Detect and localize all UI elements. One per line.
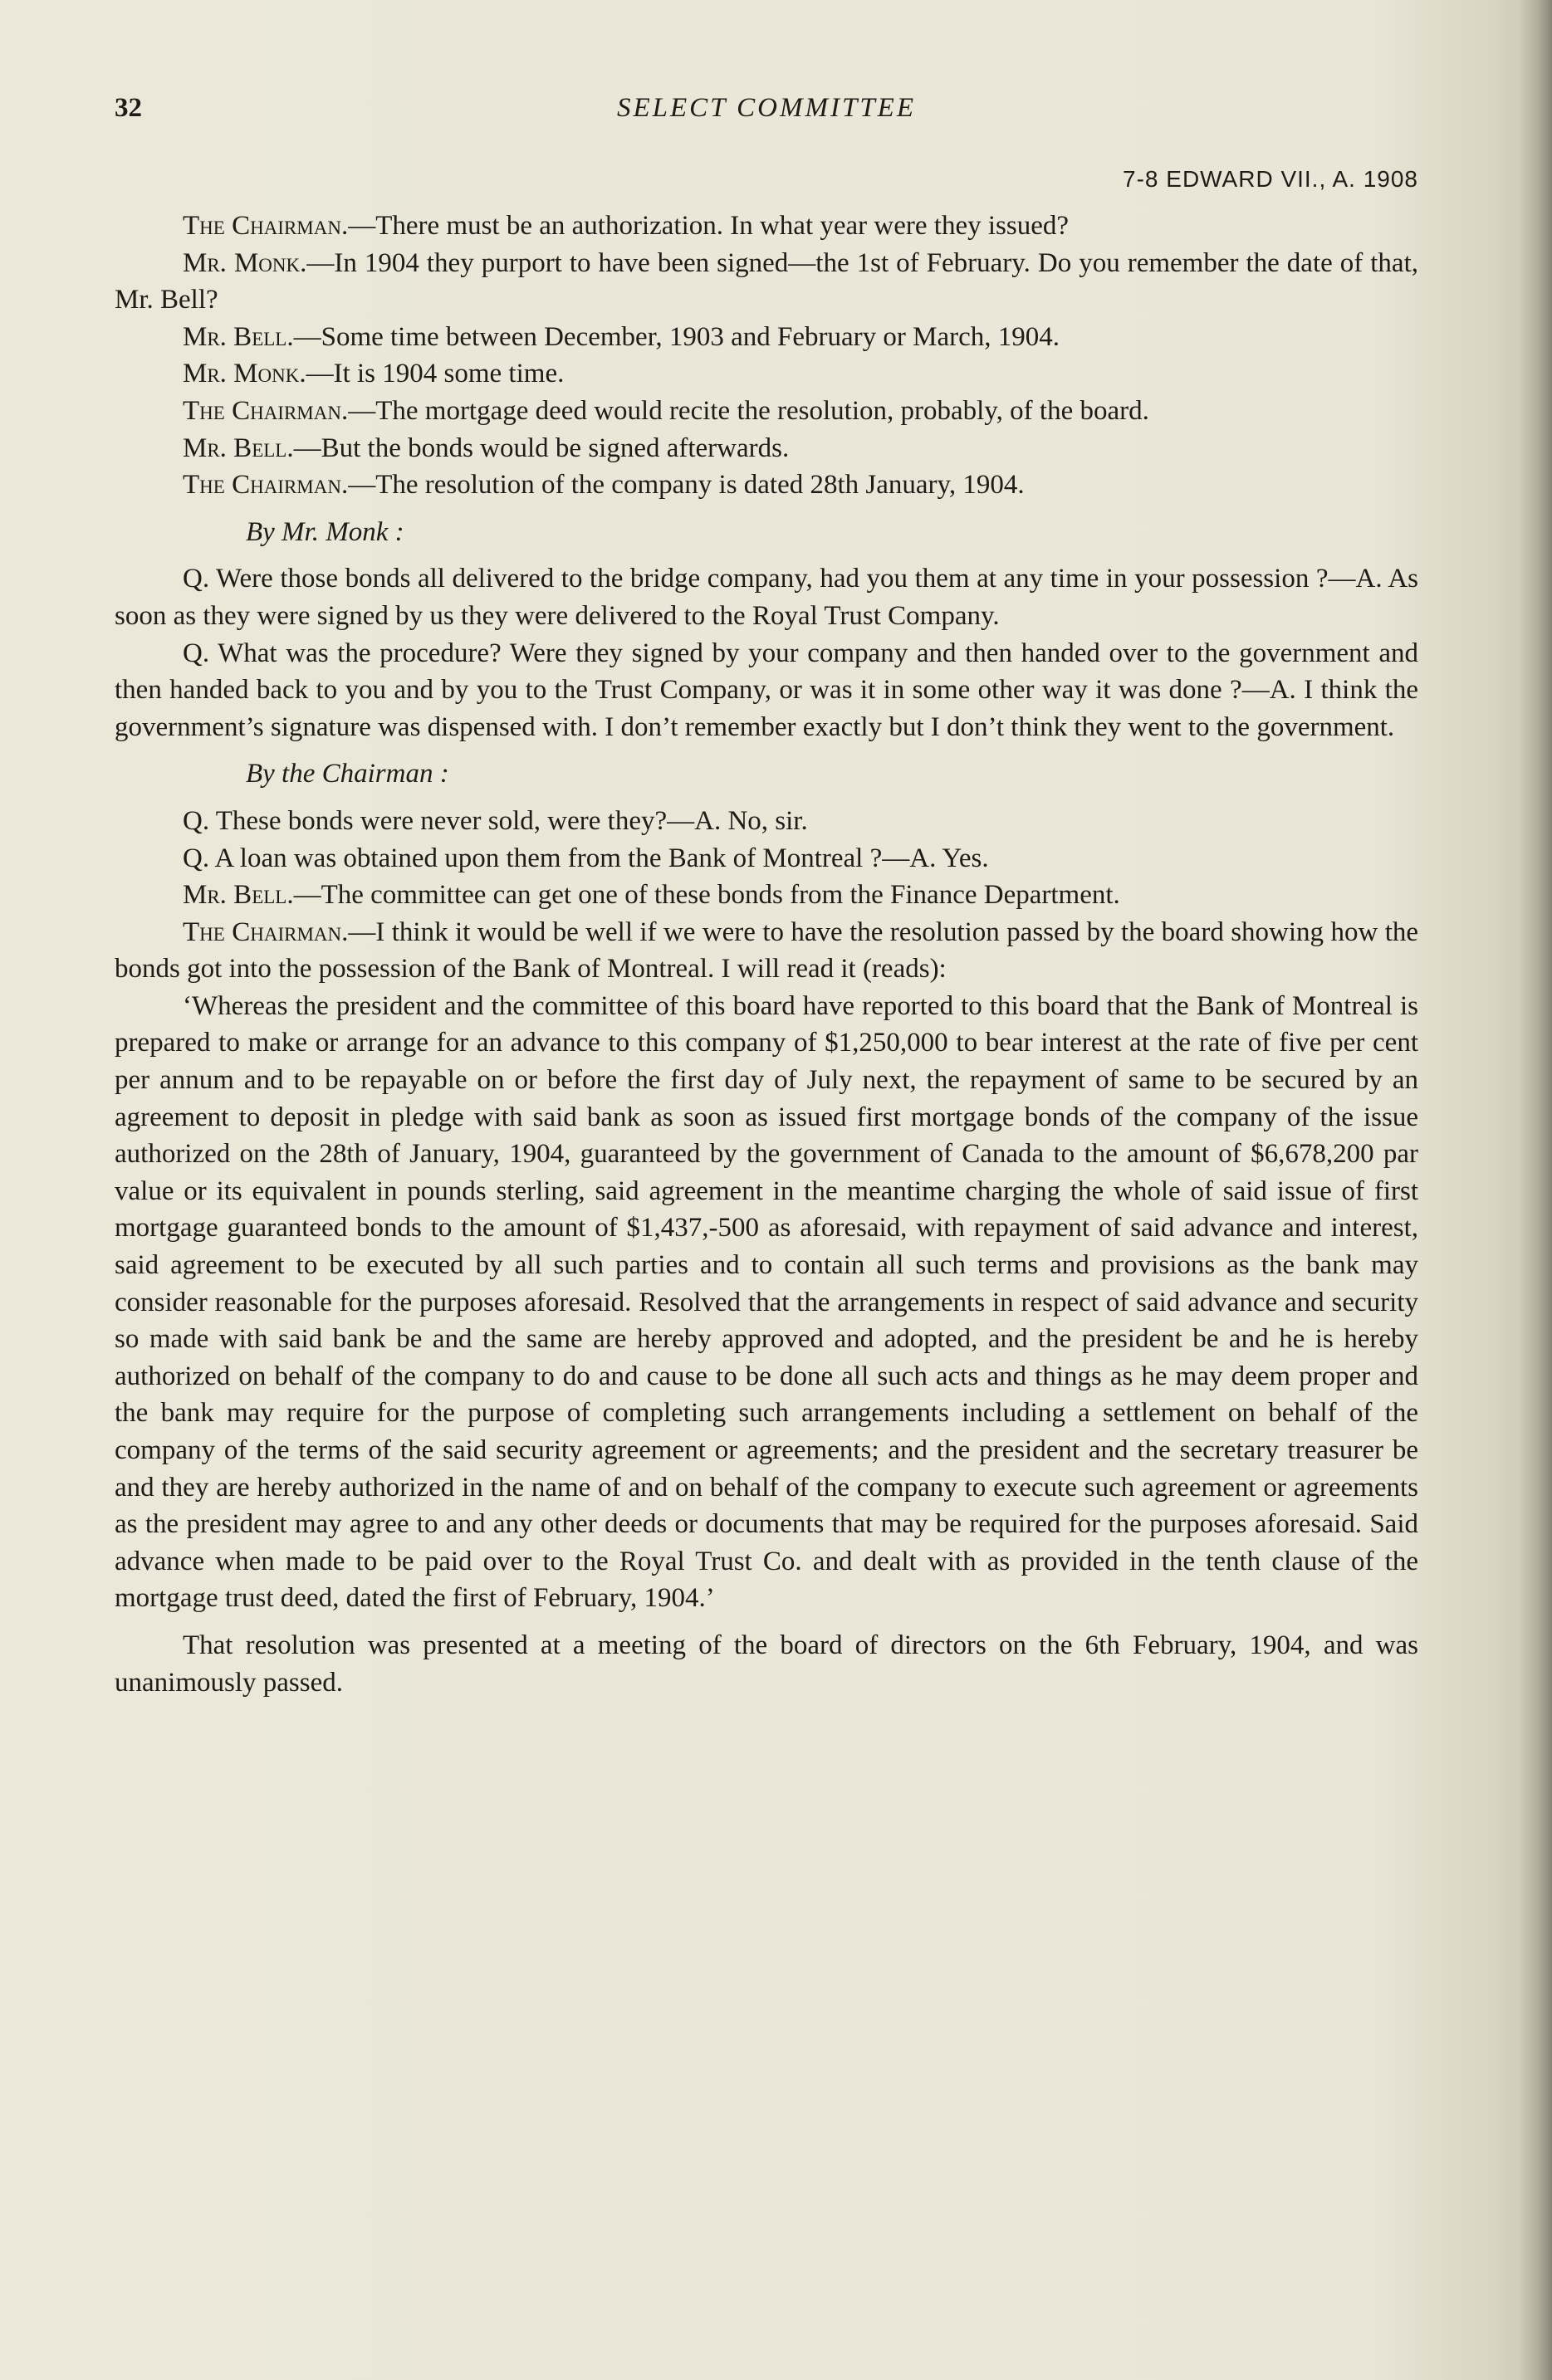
- page-edge-shadow: [1519, 0, 1552, 2380]
- testimony-paragraph: [115, 840, 1418, 877]
- document-body: [115, 208, 1418, 1701]
- paragraph-text: —The mortgage deed would recite the resolution, probably, of the board.: [348, 395, 1149, 426]
- paragraph-text: —There must be an authorization. In what year were they issued?: [348, 211, 1069, 241]
- speaker-name: Mr. Bell.: [183, 433, 294, 463]
- speaker-name: Mr. Monk.: [183, 359, 306, 389]
- speaker-name: The Chairman.: [183, 395, 349, 426]
- paragraph-text: —The committee can get one of these bonds from the Finance Department.: [293, 880, 1120, 911]
- running-title: SELECT COMMITTEE: [616, 93, 917, 123]
- paragraph-text: —It is 1904 some time.: [306, 359, 565, 389]
- speaker-name: Mr. Bell.: [183, 880, 294, 911]
- paragraph-text: Q. A loan was obtained upon them from the Bank of Montreal ?—A. Yes.: [183, 843, 989, 873]
- speaker-paragraph: [115, 393, 1418, 430]
- speaker-name: The Chairman.: [183, 470, 349, 501]
- paragraph-text: ‘Whereas the president and the committee of this board have reported to this board that the Bank of Montreal is prepared to make or arrange for an advance to this company of $1,250,000 to bear interest at the rate of five per cent per annum and to be repayable on or before the first day of July next, the repayment of same to be secured by an agreement to deposit in pledge with said bank as soon as issued first mortgage bonds of the company of the issue authorized on the 28th of January, 1904, guaranteed by the government of Canada to the amount of $6,678,200 par value or its equivalent in pounds sterling, said agreement in the meantime charging the whole of said issue of first mortgage guaranteed bonds to the amount of $1,437,-500 as aforesaid, with repayment of said advance and interest, said agreement to be executed by all such parties and to contain all such terms and provisions as the bank may consider reasonable for the purposes aforesaid. Resolved that the arrangements in respect of said advance and security so made with said bank be and the same are hereby approved and adopted, and the president be and he is hereby authorized on behalf of the company to do and cause to be done all such acts and things as he may deem proper and the bank may require for the purpose of completing such arrangements including a settlement on behalf of the company of the terms of the said security agreement or agreements; and the president and the secretary treasurer be and they are hereby authorized in the name of and on behalf of the company to execute such agreement or agreements as the president may agree to and any other deeds or documents that may be required for the purposes aforesaid. Said advance when made to be paid over to the Royal Trust Co. and dealt with as provided in the tenth clause of the mortgage trust deed, dated the first of February, 1904.’: [115, 990, 1418, 1614]
- testimony-paragraph: [115, 803, 1418, 840]
- speaker-paragraph: [115, 914, 1418, 988]
- paragraph-text: —I think it would be well if we were to have the resolution passed by the board showing how the bonds got into the possession of the Bank of Montreal. I will read it (reads):: [115, 916, 1419, 985]
- page-header: [115, 93, 1418, 192]
- speaker-paragraph: [115, 355, 1418, 393]
- paragraph-text: —The resolution of the company is dated 28th January, 1904.: [348, 470, 1025, 501]
- testimony-paragraph: [115, 988, 1418, 1617]
- speaker-paragraph: [115, 877, 1418, 914]
- paragraph-text: —But the bonds would be signed afterwards.: [293, 433, 790, 463]
- paragraph-text: Q. These bonds were never sold, were they?—A. No, sir.: [183, 805, 808, 836]
- speaker-name: The Chairman.: [183, 916, 349, 947]
- speaker-name: Mr. Bell.: [183, 321, 294, 352]
- section-subheading: By the Chairman :: [246, 759, 449, 789]
- speaker-paragraph: [115, 245, 1418, 319]
- speaker-name: The Chairman.: [183, 211, 349, 241]
- paragraph-text: —Some time between December, 1903 and February or March, 1904.: [293, 321, 1060, 352]
- paragraph-text: —In 1904 they purport to have been signed—the 1st of February. Do you remember the date of that, Mr. Bell?: [115, 247, 1418, 315]
- speaker-paragraph: [115, 430, 1418, 467]
- testimony-paragraph: [115, 560, 1418, 634]
- speaker-paragraph: [115, 208, 1418, 245]
- page-number: 32: [115, 93, 142, 123]
- paragraph-text: Q. What was the procedure? Were they signed by your company and then handed over to the government and then handed back to you and by you to the Trust Company, or was it in some other way it was done ?—A. I think the government’s signature was dispensed with. I don’t remember exactly but I don’t think they went to the government.: [115, 638, 1418, 742]
- session-reference: 7-8 EDWARD VII., A. 1908: [1123, 166, 1418, 192]
- paragraph-text: That resolution was presented at a meeting of the board of directors on the 6th February, 1904, and was unanimously passed.: [115, 1630, 1418, 1698]
- speaker-paragraph: [115, 319, 1418, 356]
- speaker-name: Mr. Monk.: [183, 247, 307, 278]
- testimony-paragraph: [115, 1627, 1418, 1701]
- paragraph-text: Q. Were those bonds all delivered to the bridge company, had you them at any time in your possession ?—A. As soon as they were signed by us they were delivered to the Royal Trust Company.: [115, 564, 1418, 631]
- testimony-paragraph: [115, 635, 1418, 746]
- section-subheading: By Mr. Monk :: [246, 516, 404, 547]
- speaker-paragraph: [115, 467, 1418, 504]
